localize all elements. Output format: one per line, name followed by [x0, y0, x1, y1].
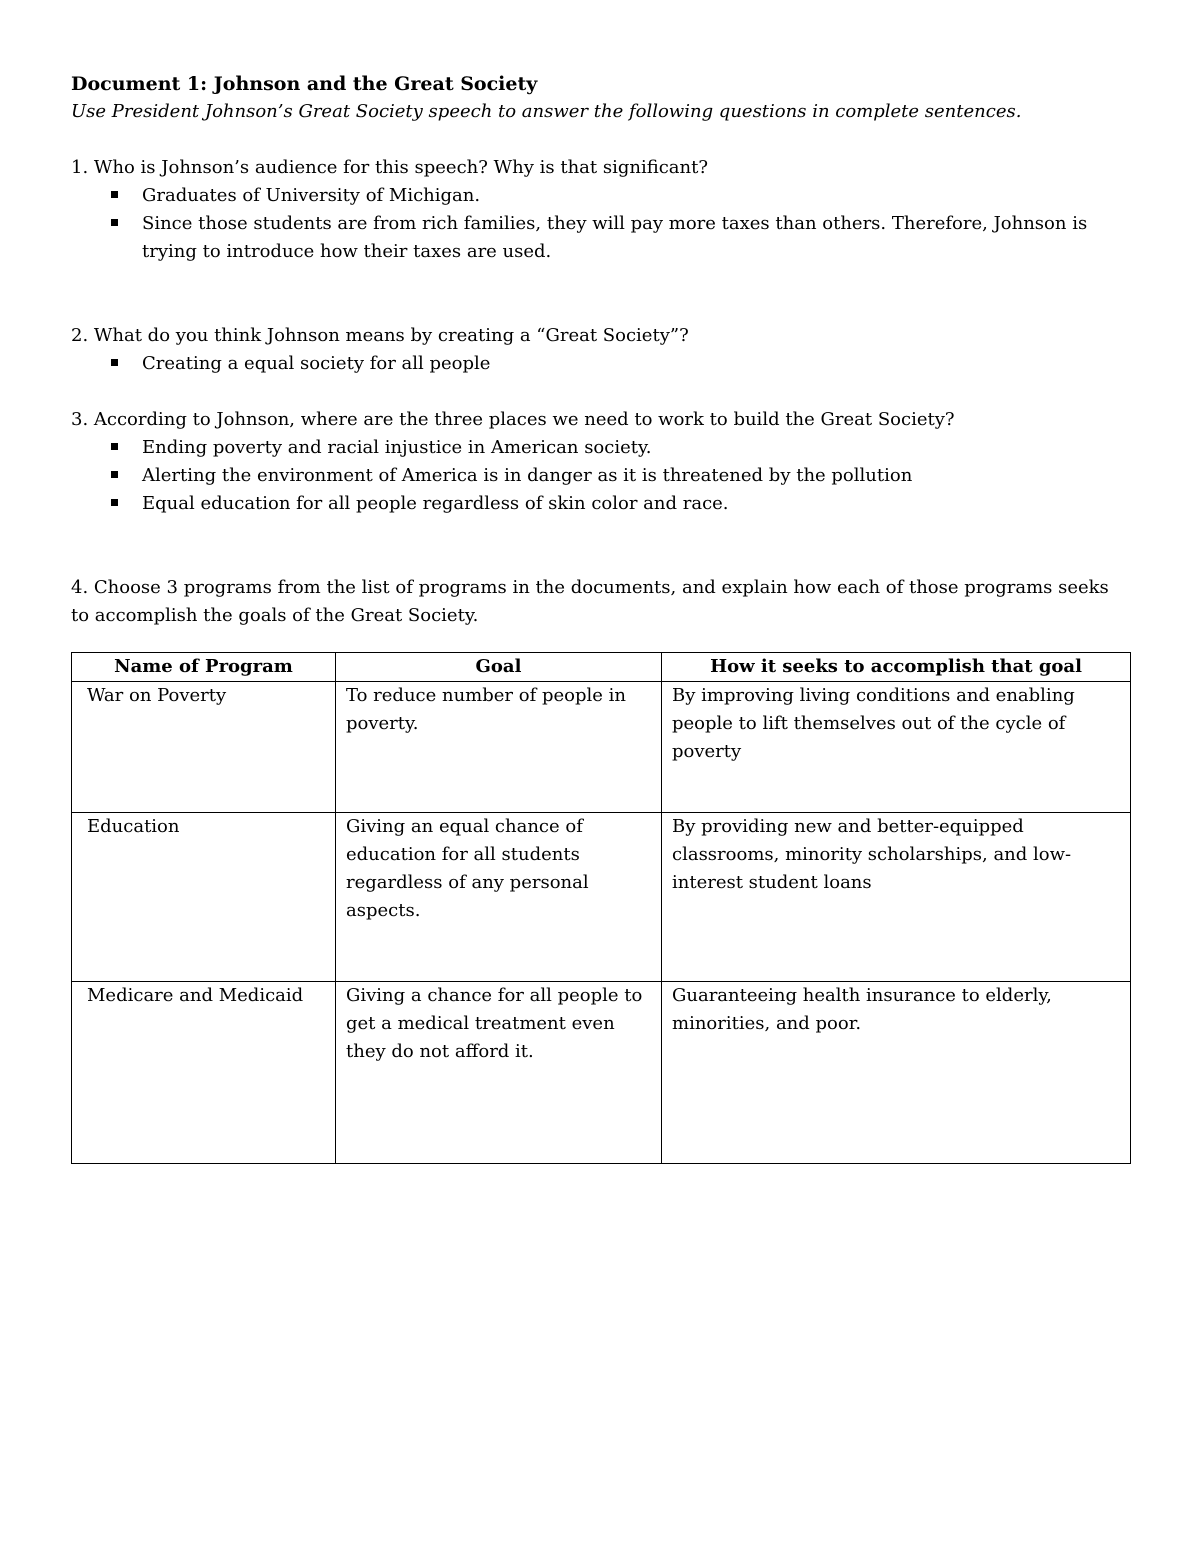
table-cell-goal: Giving a chance for all people to get a medical treatment even they do not afford it.	[336, 982, 662, 1164]
answer-item: Alerting the environment of America is in danger as it is threatened by the pollution	[71, 462, 1131, 490]
document-title: Document 1: Johnson and the Great Society	[71, 73, 538, 95]
answer-item: Creating a equal society for all people	[71, 350, 1131, 378]
table-cell-program: Medicare and Medicaid	[72, 982, 336, 1164]
table-cell-how: By improving living conditions and enabling people to lift themselves out of the cycle of poverty	[662, 682, 1131, 813]
table-row	[72, 813, 1131, 982]
answer-item: Ending poverty and racial injustice in American society.	[71, 434, 1131, 462]
answer-list-3	[71, 434, 1131, 518]
bullet-square-icon	[111, 219, 118, 226]
answer-item: Equal education for all people regardless of skin color and race.	[71, 490, 1131, 518]
answer-item: Since those students are from rich families, they will pay more taxes than others. Therefore, Johnson is trying to introduce how their taxes are used.	[71, 210, 1131, 266]
question-1: 1. Who is Johnson’s audience for this speech? Why is that significant?	[71, 157, 709, 178]
question-4: 4. Choose 3 programs from the list of programs in the documents, and explain how each of those programs seeks to accomplish the goals of the Great Society.	[71, 577, 1109, 626]
question-2: 2. What do you think Johnson means by creating a “Great Society”?	[71, 325, 689, 346]
document-subtitle: Use President Johnson’s Great Society speech to answer the following questions in complete sentences.	[71, 101, 1022, 122]
question-3: 3. According to Johnson, where are the three places we need to work to build the Great Society?	[71, 409, 955, 430]
column-header-program: Name of Program	[72, 653, 336, 682]
table-header-row	[72, 653, 1131, 682]
answer-item: Graduates of University of Michigan.	[71, 182, 1131, 210]
table-row	[72, 682, 1131, 813]
bullet-square-icon	[111, 191, 118, 198]
answer-list-1	[71, 182, 1131, 266]
table-cell-program: War on Poverty	[72, 682, 336, 813]
programs-table	[71, 652, 1131, 1164]
bullet-square-icon	[111, 471, 118, 478]
table-cell-program: Education	[72, 813, 336, 982]
bullet-square-icon	[111, 499, 118, 506]
column-header-goal: Goal	[336, 653, 662, 682]
table-cell-goal: Giving an equal chance of education for all students regardless of any personal aspects.	[336, 813, 662, 982]
table-cell-goal: To reduce number of people in poverty.	[336, 682, 662, 813]
table-cell-how: By providing new and better-equipped classrooms, minority scholarships, and low-interest student loans	[662, 813, 1131, 982]
bullet-square-icon	[111, 359, 118, 366]
column-header-how: How it seeks to accomplish that goal	[662, 653, 1131, 682]
table-cell-how: Guaranteeing health insurance to elderly, minorities, and poor.	[662, 982, 1131, 1164]
table-row	[72, 982, 1131, 1164]
document-page	[71, 70, 1131, 1164]
bullet-square-icon	[111, 443, 118, 450]
answer-list-2	[71, 350, 1131, 378]
